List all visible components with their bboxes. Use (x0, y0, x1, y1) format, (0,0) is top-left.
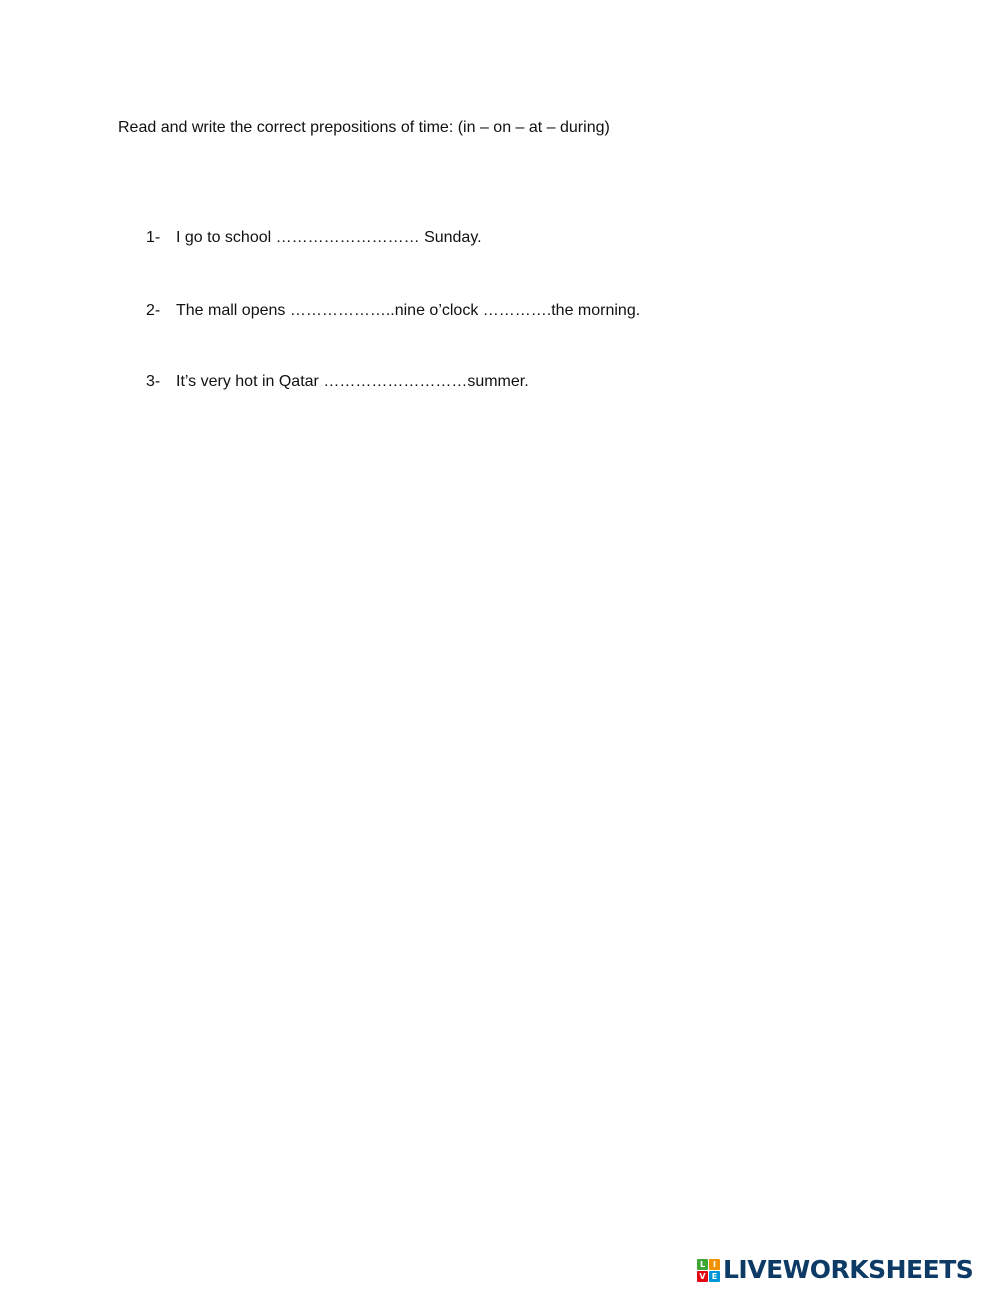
exercise-item (146, 228, 482, 248)
item-number: 1- (146, 229, 161, 246)
liveworksheets-logo (697, 1256, 973, 1284)
item-text: It’s very hot in Qatar ………………………summer. (176, 373, 529, 390)
exercise-item (146, 301, 640, 321)
logo-block-i: I (709, 1259, 720, 1270)
exercise-item (146, 372, 529, 392)
logo-block-l: L (697, 1259, 708, 1270)
logo-icon (697, 1259, 720, 1282)
instruction-text: Read and write the correct prepositions of time: (in – on – at – during) (118, 119, 610, 136)
item-number: 3- (146, 373, 161, 390)
logo-wordmark: LIVEWORKSHEETS (723, 1255, 974, 1284)
item-text: I go to school ……………………… Sunday. (176, 229, 482, 246)
logo-block-e: E (709, 1271, 720, 1282)
logo-block-v: V (697, 1271, 708, 1282)
item-text: The mall opens ………………..nine o’clock ………….the morning. (176, 302, 641, 319)
item-number: 2- (146, 302, 161, 319)
